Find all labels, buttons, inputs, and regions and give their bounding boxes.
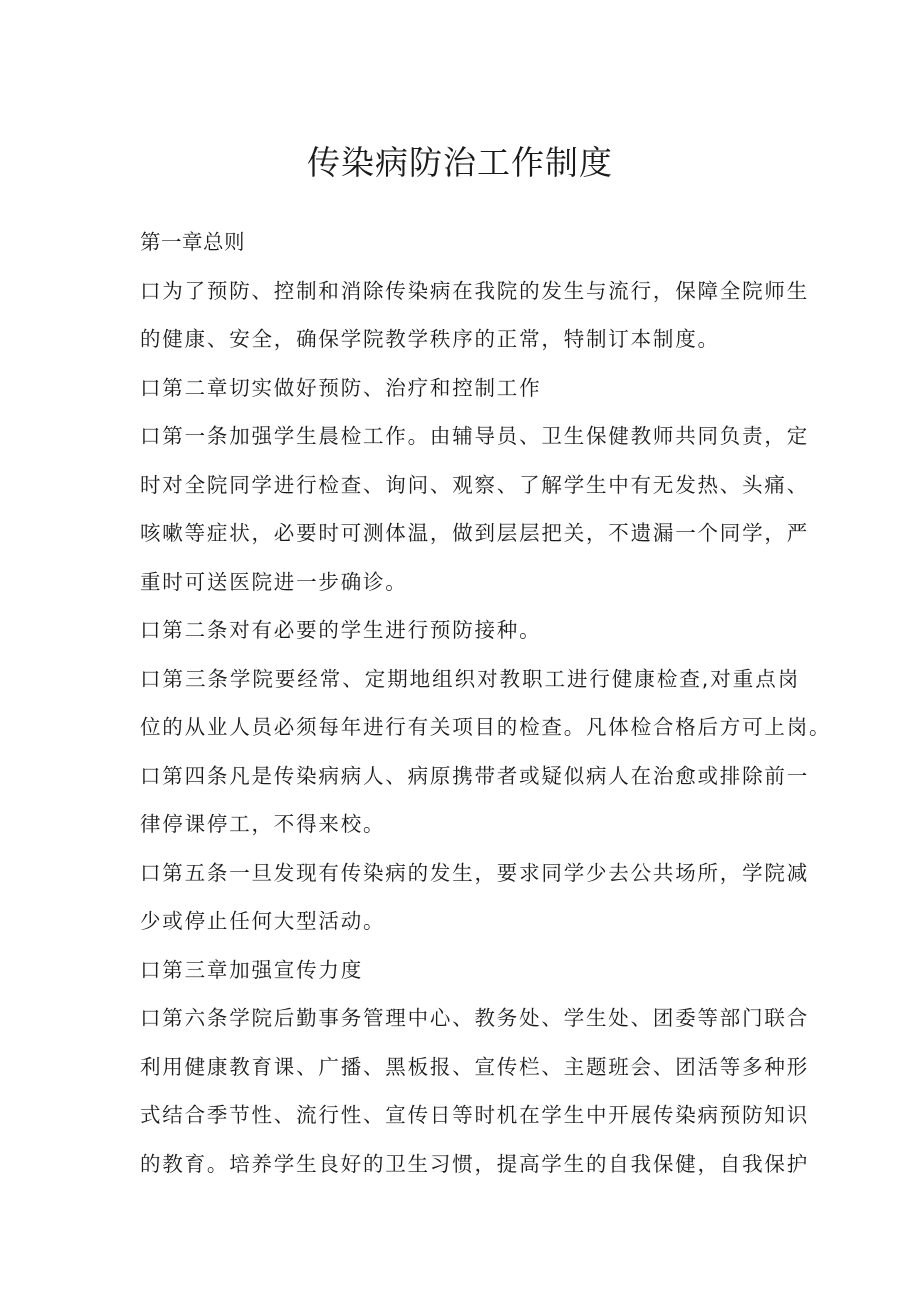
paragraph-line: 第一章总则 xyxy=(140,230,245,254)
paragraph-line: 少或停止任何大型活动。 xyxy=(140,909,386,933)
paragraph-line: 口第三章加强宣传力度 xyxy=(140,957,363,982)
paragraph-line: 的教育。培养学生良好的卫生习惯，提高学生的自我保健，自我保护 xyxy=(140,1151,809,1176)
paragraph-line: 位的从业人员必须每年进行有关项目的检查。凡体检合格后方可上岗。 xyxy=(140,715,832,739)
paragraph xyxy=(140,364,800,413)
paragraph-line: 口为了预防、控制和消除传染病在我院的发生与流行，保障全院师生 xyxy=(140,278,809,303)
document-body xyxy=(140,218,832,1188)
paragraph xyxy=(140,752,809,849)
paragraph-line: 的健康、安全，确保学院教学秩序的正常，特制订本制度。 xyxy=(140,327,720,351)
paragraph-line: 利用健康教育课、广播、黑板报、宣传栏、主题班会、团活等多种形 xyxy=(140,1054,809,1079)
paragraph-line: 式结合季节性、流行性、宣传日等时机在学生中开展传染病预防知识 xyxy=(140,1103,809,1127)
paragraph xyxy=(140,218,800,267)
paragraph xyxy=(140,655,832,752)
paragraph-line: 口第一条加强学生晨检工作。由辅导员、卫生保健教师共同负责，定 xyxy=(140,424,809,448)
document-title: 传染病防治工作制度 xyxy=(307,143,613,182)
paragraph xyxy=(140,412,809,606)
paragraph xyxy=(140,606,800,655)
paragraph-line: 口第三条学院要经常、定期地组织对教职工进行健康检查,对重点岗 xyxy=(140,666,800,691)
paragraph-line: 口第四条凡是传染病病人、病原携带者或疑似病人在治愈或排除前一 xyxy=(140,763,809,788)
paragraph-line: 口第六条学院后勤事务管理中心、教务处、学生处、团委等部门联合 xyxy=(140,1006,809,1030)
paragraph-line: 口第二章切实做好预防、治疗和控制工作 xyxy=(140,375,542,400)
paragraph xyxy=(140,849,809,946)
paragraph xyxy=(140,267,809,364)
paragraph-line: 咳嗽等症状，必要时可测体温，做到层层把关，不遗漏一个同学，严 xyxy=(140,521,809,545)
paragraph-line: 口第五条一旦发现有传染病的发生，要求同学少去公共场所，学院减 xyxy=(140,860,809,885)
paragraph-line: 重时可送医院进一步确诊。 xyxy=(140,569,408,594)
paragraph-line: 律停课停工，不得来校。 xyxy=(140,812,386,836)
paragraph-line: 时对全院同学进行检查、询问、观察、了解学生中有无发热、头痛、 xyxy=(140,472,809,497)
paragraph xyxy=(140,994,809,1188)
paragraph xyxy=(140,946,800,995)
paragraph-line: 口第二条对有必要的学生进行预防接种。 xyxy=(140,618,542,642)
